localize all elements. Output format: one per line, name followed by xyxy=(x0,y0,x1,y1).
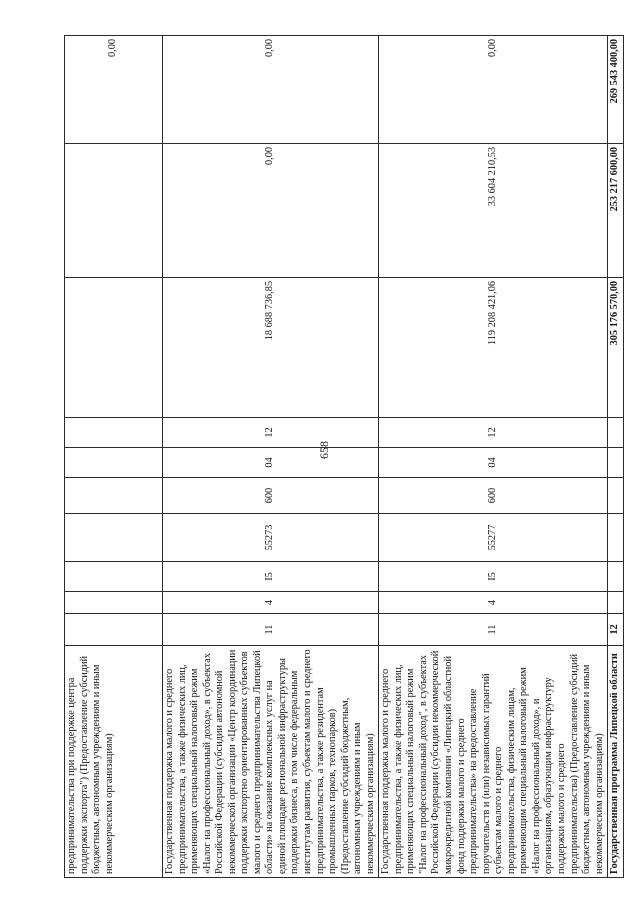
code-cell xyxy=(65,592,163,614)
code-cell: 04 xyxy=(163,448,379,478)
rotated-page-region xyxy=(64,36,621,878)
table-row xyxy=(65,36,163,878)
amount-cell: 33 604 210,53 xyxy=(379,144,608,278)
amount-cell xyxy=(65,144,163,278)
code-cell xyxy=(65,514,163,562)
amount-cell: 0,00 xyxy=(65,36,163,144)
code-cell xyxy=(608,448,624,478)
code-cell: 11 xyxy=(379,614,608,646)
row-description: предпринимательства при поддержке центра поддержки экспорта") (Предоставление субсидий бюджетным, автономным учреждениям и иным некоммерческим организациям) xyxy=(65,646,163,878)
code-cell: 4 xyxy=(163,592,379,614)
code-cell xyxy=(65,478,163,514)
amount-cell: 0,00 xyxy=(163,36,379,144)
code-cell: I5 xyxy=(163,562,379,592)
code-cell: 11 xyxy=(163,614,379,646)
code-cell: 12 xyxy=(379,418,608,448)
code-cell: 12 xyxy=(163,418,379,448)
code-cell xyxy=(608,592,624,614)
code-cell: 600 xyxy=(163,478,379,514)
code-cell: 4 xyxy=(379,592,608,614)
code-cell xyxy=(65,418,163,448)
row-description: Государственная программа Липецкой области xyxy=(608,646,624,878)
code-cell: 04 xyxy=(379,448,608,478)
code-cell: 55277 xyxy=(379,514,608,562)
amount-cell xyxy=(65,278,163,418)
code-cell: 600 xyxy=(379,478,608,514)
amount-cell: 0,00 xyxy=(379,36,608,144)
amount-cell: 0,00 xyxy=(163,144,379,278)
table-row xyxy=(163,36,379,878)
code-cell xyxy=(608,514,624,562)
code-cell: 55273 xyxy=(163,514,379,562)
row-description: Государственная поддержка малого и среднего предпринимательства, а также физических лиц, применяющих специальный налоговый режим «Налог на профессиональный доход», в субъектах Российской Федерации (субсидии автономной некоммерческой организации «Центр координации поддержки экспортно ориентированных субъектов малого и среднего предпринимательства Липецкой области» на оказание комплексных услуг на единой площадке региональной инфраструктуры поддержки бизнеса, в том числе федеральным институтам развития, субъектам малого и среднего предпринимательства, а также резидентам промышленных парков, технопарков) (Предоставление субсидий бюджетным, автономным учреждениям и иным некоммерческим организациям) xyxy=(163,646,379,878)
amount-cell: 119 208 421,06 xyxy=(379,278,608,418)
code-cell xyxy=(65,448,163,478)
page-number: 658 xyxy=(317,441,331,459)
amount-cell: 269 543 400,00 xyxy=(608,36,624,144)
code-cell: I5 xyxy=(379,562,608,592)
budget-table xyxy=(64,35,624,878)
code-cell xyxy=(65,614,163,646)
code-cell xyxy=(608,478,624,514)
amount-cell: 305 176 570,00 xyxy=(608,278,624,418)
code-cell: 12 xyxy=(608,614,624,646)
total-row xyxy=(608,36,624,878)
row-description: Государственная поддержка малого и среднего предпринимательства, а также физических лиц, применяющих специальный налоговый режим "Налог на профессиональный доход", в субъектах Российской Федерации (субсидии некоммерческой микрокредитной компании «Липецкий областной фонд поддержки малого и среднего предпринимательства» на предоставление поручительств и (или) независимых гарантий субъектам малого и среднего предпринимательства, физическим лицам, применяющим специальный налоговый режим «Налог на профессиональный доход», и организациям, образующим инфраструктуру поддержки малого и среднего предпринимательства) (Предоставление субсидий бюджетным, автономным учреждениям и иным некоммерческим организациям) xyxy=(379,646,608,878)
code-cell xyxy=(65,562,163,592)
code-cell xyxy=(608,418,624,448)
budget-table-container xyxy=(64,36,621,878)
amount-cell: 18 688 736,85 xyxy=(163,278,379,418)
amount-cell: 253 217 600,00 xyxy=(608,144,624,278)
code-cell xyxy=(608,562,624,592)
table-row xyxy=(379,36,608,878)
